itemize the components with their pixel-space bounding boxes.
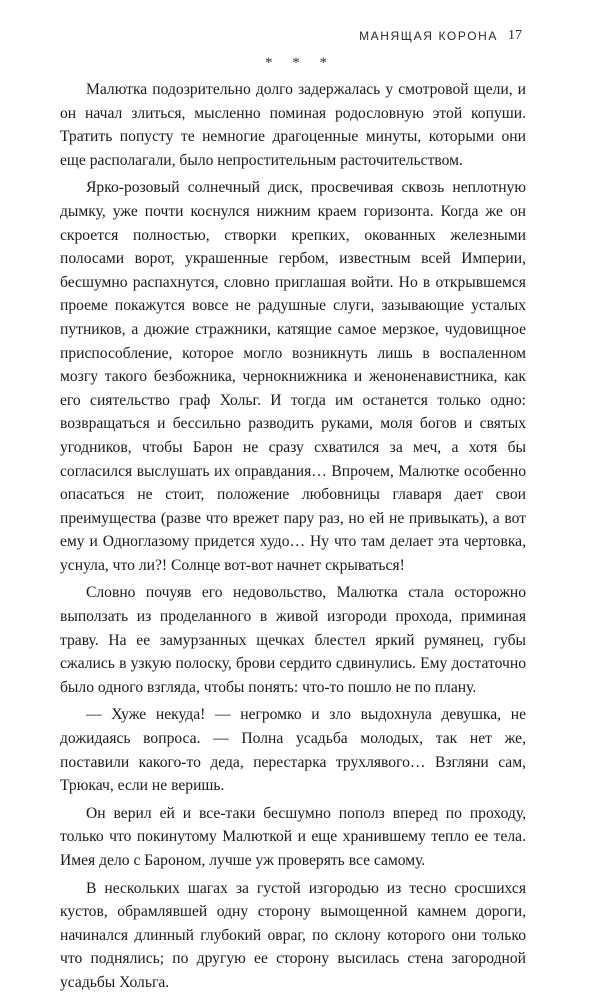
paragraph: Он верил ей и все-таки бесшумно пополз вперед по проходу, только что покинутому Малюткой и еще хранившему тепло ее тела. Имея дело с Бароном, лучше уж проверять все самому. [60, 804, 526, 869]
paragraph: Ярко-розовый солнечный диск, просвечивая сквозь неплотную дымку, уже почти коснулся нижним краем горизонта. Когда же он скроется полностью, створки крепких, окованных железными полосами ворот, украшенные гербом, известным всей Империи, бесшумно распахнутся, словно приглашая войти. Но в открывшемся проеме покажутся вовсе не радушные слуги, зазывающие усталых путников, а дюжие стражники, катящие самое мерзкое, чудовищное приспособление, которое могло возникнуть лишь в воспаленном мозгу такого безбожника, чернокнижника и женоненавистника, как его сиятельство граф Хольг. И тогда им останется только одно: возвращаться и бессильно разводить руками, моля богов и святых угодников, чтобы Барон не сразу схватился за меч, а хотя бы согласился выслушать их оправдания… Впрочем, Малютке особенно опасаться не стоит, положение любовницы главаря дает свои преимущества (разве что врежет пару раз, но ей не привыкать), а вот ему и Одноглазому придется худо… Ну что там делает эта чертовка, уснула, что ли?! Солнце вот-вот начнет скрываться! [60, 179, 526, 574]
body-text [60, 78, 526, 999]
page-number: 17 [508, 28, 522, 43]
paragraph: В нескольких шагах за густой изгородью из тесно сросшихся кустов, обрамлявшей одну сторону вымощенной камнем дороги, начинался длинный глубокий овраг, по склону которого они только что поднялись; по другую ее сторону высилась стена загородной усадьбы Хольга. [60, 879, 526, 991]
paragraph: Словно почуяв его недовольство, Малютка стала осторожно выползать из проделанного в живой изгороди прохода, приминая траву. На ее замурзанных щечках блестел яркий румянец, губы сжались в узкую полоску, брови сердито сдвинулись. Ему достаточно было одного взгляда, чтобы понять: что-то пошло не по плану. [60, 584, 526, 696]
section-separator: * * * [265, 55, 335, 71]
paragraph: — Хуже некуда! — негромко и зло выдохнула девушка, не дожидаясь вопроса. — Полна усадьба молодых, так нет же, поставили какого-то деда, перестарка трухлявого… Взгляни сам, Трюкач, если не веришь. [60, 706, 526, 795]
running-title: МАНЯЩАЯ КОРОНА [359, 29, 498, 43]
paragraph: Малютка подозрительно долго задержалась у смотровой щели, и он начал злиться, мысленно поминая родословную этой копуши. Тратить попусту те немногие драгоценные минуты, которыми они еще располагали, было непростительным расточительством. [60, 81, 526, 169]
